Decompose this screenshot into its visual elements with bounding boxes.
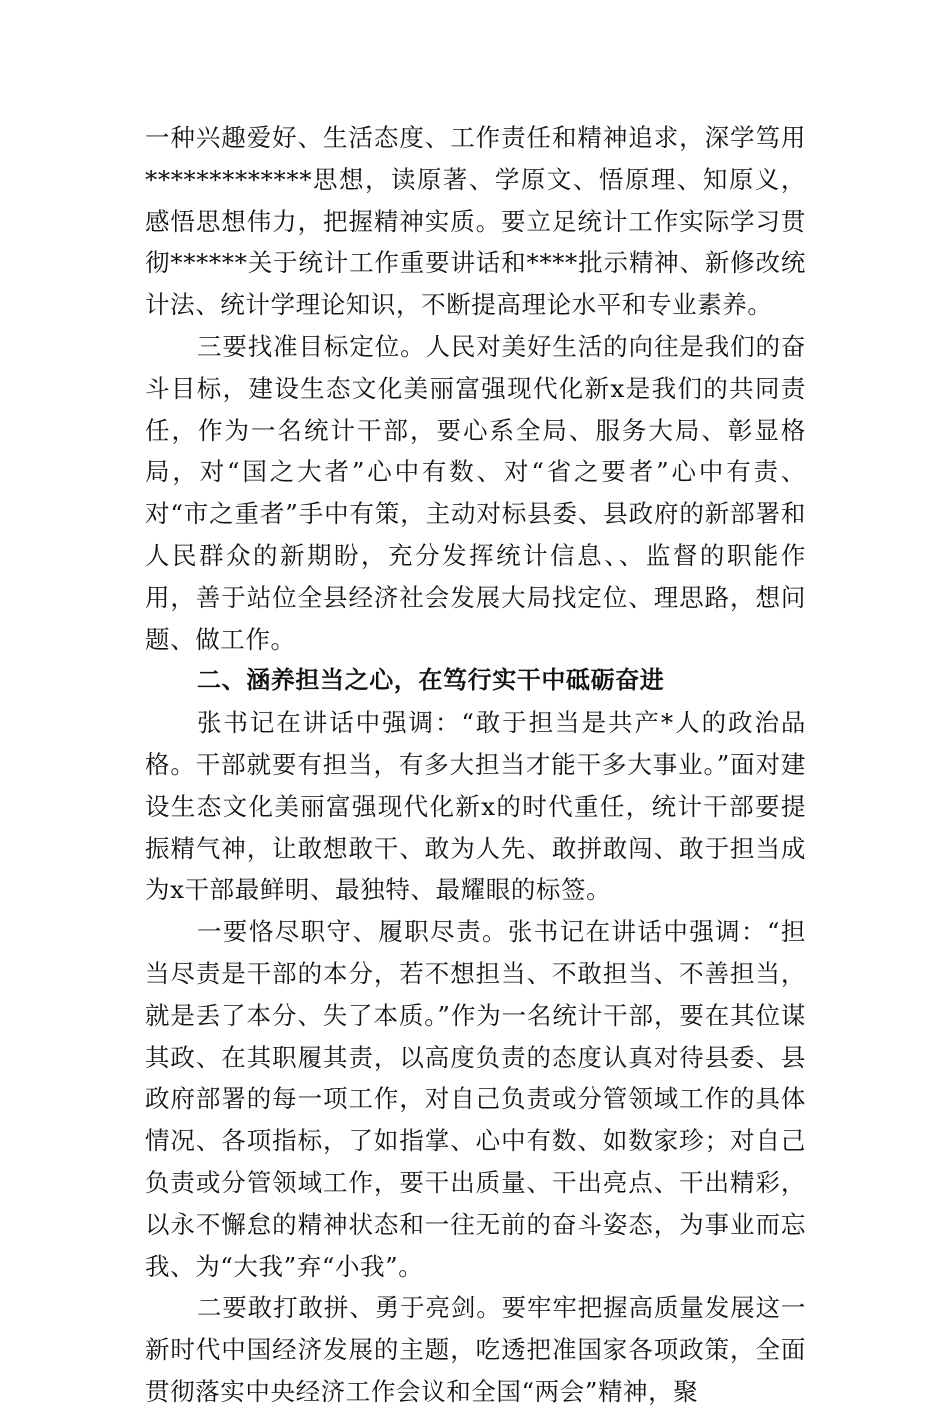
paragraph-duty: 一要恪尽职守、履职尽责。张书记在讲话中强调：“担当尽责是干部的本分，若不想担当、不敢担当、不善担当，就是丢了本分、失了本质。”作为一名统计干部，要在其位谋其政、在其职履其责，以高度负责的态度认真对待县委、县政府部署的每一项工作，对自己负责或分管领域工作的具体情况、各项指标，了如指掌、心中有数、如数家珍；对自己负责或分管领域工作，要干出质量、干出亮点、干出精彩，以永不懈怠的精神状态和一往无前的奋斗姿态，为事业而忘我、为“大我”弃“小我”。 (145, 917, 806, 1281)
paragraph-continuation: 一种兴趣爱好、生活态度、工作责任和精神追求，深学笃用*************思想，读原著、学原文、悟原理、知原义，感悟思想伟力，把握精神实质。要立足统计工作实际学习贯彻******关于统计工作重要讲话和****批示精神、新修改统计法、统计学理论知识，不断提高理论水平和专业素养。 (145, 123, 806, 320)
paragraph-goal-positioning: 三要找准目标定位。人民对美好生活的向往是我们的奋斗目标，建设生态文化美丽富强现代化新x是我们的共同责任，作为一名统计干部，要心系全局、服务大局、彰显格局，对“国之大者”心中有数、对“省之要者”心中有责、对“市之重者”手中有策，主动对标县委、县政府的新部署和人民群众的新期盼，充分发挥统计信息、、监督的职能作用，善于站位全县经济社会发展大局找定位、理思路，想问题、做工作。 (145, 331, 806, 654)
document-body (145, 117, 806, 1413)
paragraph-courage: 二要敢打敢拼、勇于亮剑。要牢牢把握高质量发展这一新时代中国经济发展的主题，吃透把准国家各项政策，全面贯彻落实中央经济工作会议和全国“两会”精神，聚 (145, 1293, 806, 1406)
paragraph-section-intro: 张书记在讲话中强调：“敢于担当是共产*人的政治品格。干部就要有担当，有多大担当才能干多大事业。”面对建设生态文化美丽富强现代化新x的时代重任，统计干部要提振精气神，让敢想敢干、敢为人先、敢拼敢闯、敢于担当成为x干部最鲜明、最独特、最耀眼的标签。 (145, 708, 806, 905)
section-heading: 二、涵养担当之心，在笃行实干中砥砺奋进 (197, 666, 665, 695)
